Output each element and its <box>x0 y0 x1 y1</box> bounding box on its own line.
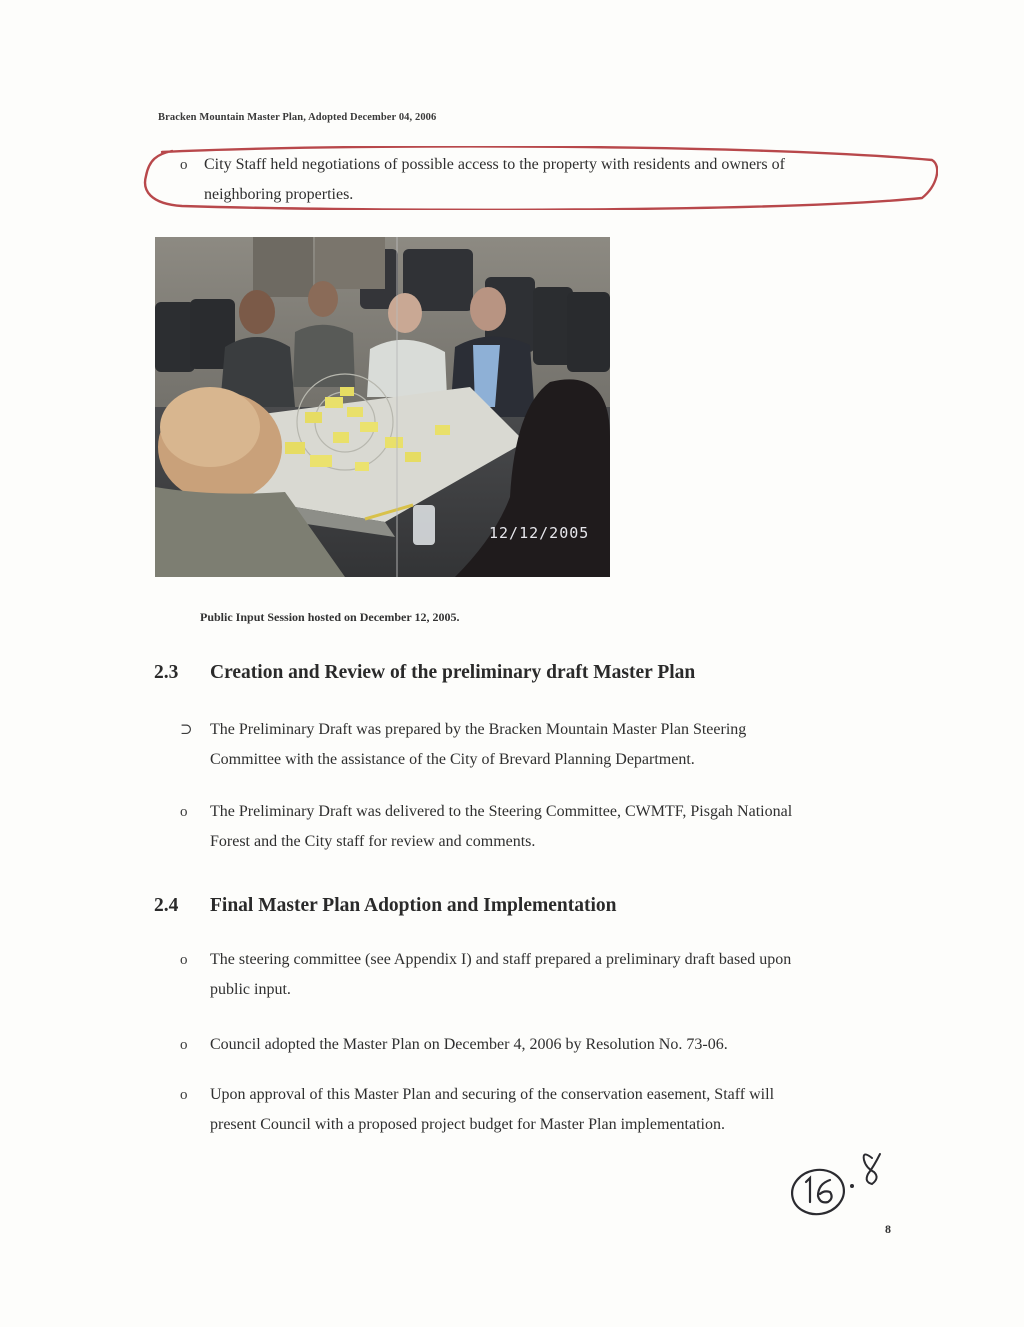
list-item <box>180 797 792 857</box>
photo-date-stamp: 12/12/2005 <box>489 524 590 542</box>
list-item-line-1: The steering committee (see Appendix I) and staff prepared a preliminary draft based upon <box>210 951 792 968</box>
section-2-4-title: Final Master Plan Adoption and Implementation <box>210 895 617 916</box>
bullet-icon: o <box>180 1037 188 1053</box>
bullet-icon: ⊃ <box>180 722 193 738</box>
list-item-line-1: The Preliminary Draft was delivered to the Steering Committee, CWMTF, Pisgah National <box>210 803 793 820</box>
circled-note-line-1: City Staff held negotiations of possible access to the property with residents and owners of <box>204 156 785 173</box>
list-item-line-2: present Council with a proposed project budget for Master Plan implementation. <box>210 1116 725 1133</box>
bullet-icon: o <box>180 804 188 820</box>
circled-note-item <box>180 150 785 210</box>
bullet-icon: o <box>180 1087 188 1103</box>
section-2-3-heading <box>154 662 695 684</box>
list-item-line-2: Forest and the City staff for review and comments. <box>210 833 536 850</box>
list-item <box>180 945 791 1005</box>
circled-note <box>142 146 938 210</box>
list-item-line-1: The Preliminary Draft was prepared by the Bracken Mountain Master Plan Steering <box>210 721 747 738</box>
section-2-3-number: 2.3 <box>154 662 179 683</box>
circled-note-line-2: neighboring properties. <box>204 186 354 203</box>
meeting-photo <box>155 237 610 577</box>
list-item <box>180 1030 728 1060</box>
running-header: Bracken Mountain Master Plan, Adopted December 04, 2006 <box>158 112 437 123</box>
section-2-4-heading <box>154 895 616 917</box>
bullet-icon: o <box>180 952 188 968</box>
handwritten-annotation <box>786 1140 896 1222</box>
photo-caption: Public Input Session hosted on December 12, 2005. <box>200 610 460 624</box>
bullet-icon: o <box>180 157 188 173</box>
list-item <box>180 1080 774 1140</box>
list-item-line-2: Committee with the assistance of the City of Brevard Planning Department. <box>210 751 695 768</box>
list-item-line-2: public input. <box>210 981 291 998</box>
list-item <box>180 715 746 775</box>
list-item-line-1: Upon approval of this Master Plan and securing of the conservation easement, Staff will <box>210 1086 775 1103</box>
page-number: 8 <box>885 1222 891 1236</box>
section-2-3-title: Creation and Review of the preliminary draft Master Plan <box>210 662 696 683</box>
list-item-line-1: Council adopted the Master Plan on December 4, 2006 by Resolution No. 73-06. <box>210 1036 728 1053</box>
section-2-4-number: 2.4 <box>154 895 179 916</box>
